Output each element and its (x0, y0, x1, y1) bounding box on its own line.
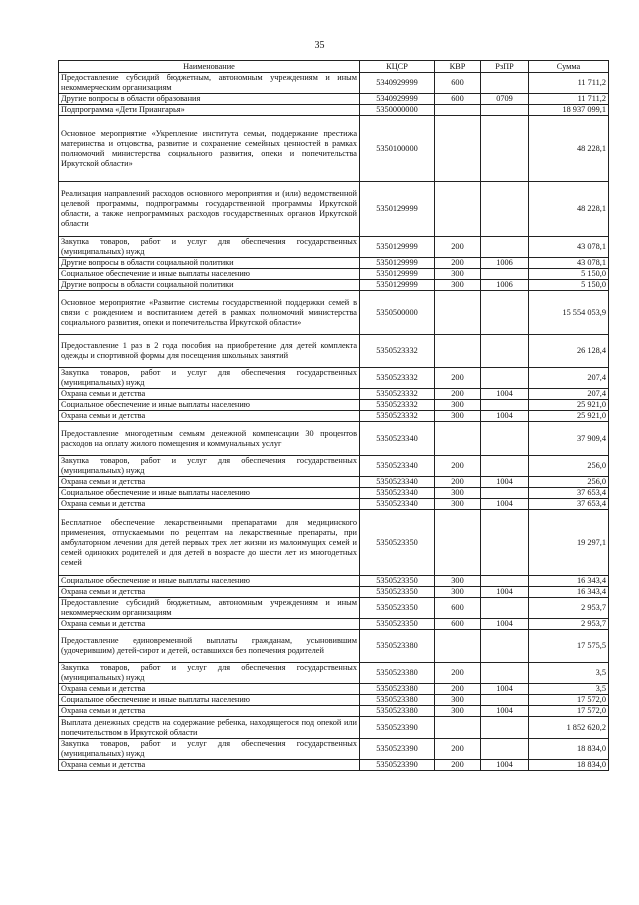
cell-sum: 37 653,4 (529, 488, 609, 499)
cell-kvr: 200 (435, 368, 481, 389)
table-row (59, 456, 609, 477)
cell-rzpr (481, 598, 529, 619)
cell-kvr: 300 (435, 488, 481, 499)
cell-sum: 2 953,7 (529, 619, 609, 630)
cell-sum: 18 834,0 (529, 760, 609, 771)
cell-name: Охрана семьи и детства (59, 706, 360, 717)
cell-sum: 5 150,0 (529, 269, 609, 280)
cell-kvr: 300 (435, 706, 481, 717)
table-row (59, 739, 609, 760)
cell-kvr: 200 (435, 237, 481, 258)
cell-name: Охрана семьи и детства (59, 587, 360, 598)
table-row (59, 619, 609, 630)
table-row (59, 587, 609, 598)
cell-kcsr: 5350523390 (360, 760, 435, 771)
cell-rzpr (481, 291, 529, 335)
cell-name: Предоставление субсидий бюджетным, автономным учреждениям и иным некоммерческим организациям (59, 73, 360, 94)
cell-kvr (435, 182, 481, 237)
cell-name: Охрана семьи и детства (59, 411, 360, 422)
cell-name: Основное мероприятие «Развитие системы государственной поддержки семей в связи с рождением и воспитанием детей в рамках полномочий министерства социального развития, опеки и попечительства Иркутской области» (59, 291, 360, 335)
table-row (59, 684, 609, 695)
cell-kvr (435, 291, 481, 335)
cell-kvr (435, 510, 481, 576)
cell-sum: 26 128,4 (529, 335, 609, 368)
cell-kcsr: 5350129999 (360, 237, 435, 258)
cell-kvr: 200 (435, 389, 481, 400)
cell-kvr: 200 (435, 258, 481, 269)
cell-sum: 16 343,4 (529, 576, 609, 587)
cell-name: Другие вопросы в области социальной политики (59, 258, 360, 269)
table-row (59, 422, 609, 456)
cell-name: Охрана семьи и детства (59, 684, 360, 695)
cell-name: Социальное обеспечение и иные выплаты населению (59, 576, 360, 587)
cell-name: Охрана семьи и детства (59, 389, 360, 400)
cell-name: Основное мероприятие «Укрепление института семьи, поддержание престижа материнства и отцовства, развитие и сохранение семейных ценностей в рамках полномочий министерства социального развития, опеки и попечительства Иркутской области» (59, 116, 360, 182)
cell-sum: 256,0 (529, 477, 609, 488)
cell-kvr: 600 (435, 73, 481, 94)
cell-kcsr: 5350129999 (360, 182, 435, 237)
cell-rzpr (481, 400, 529, 411)
table-row (59, 477, 609, 488)
cell-kvr: 300 (435, 280, 481, 291)
table-row (59, 335, 609, 368)
cell-name: Закупка товаров, работ и услуг для обеспечения государственных (муниципальных) нужд (59, 368, 360, 389)
cell-name: Другие вопросы в области социальной политики (59, 280, 360, 291)
cell-kvr: 200 (435, 456, 481, 477)
cell-kcsr: 5350129999 (360, 269, 435, 280)
table-body (59, 73, 609, 771)
cell-sum: 2 953,7 (529, 598, 609, 619)
table-row (59, 269, 609, 280)
cell-name: Охрана семьи и детства (59, 499, 360, 510)
cell-kvr (435, 422, 481, 456)
cell-name: Охрана семьи и детства (59, 477, 360, 488)
table-row (59, 182, 609, 237)
cell-name: Подпрограмма «Дети Приангарья» (59, 105, 360, 116)
cell-kcsr: 5350000000 (360, 105, 435, 116)
cell-name: Предоставление многодетным семьям денежной компенсации 30 процентов расходов на оплату жилого помещения и коммунальных услуг (59, 422, 360, 456)
cell-sum: 3,5 (529, 663, 609, 684)
cell-kcsr: 5350523340 (360, 477, 435, 488)
cell-kvr: 200 (435, 684, 481, 695)
cell-sum: 48 228,1 (529, 182, 609, 237)
cell-sum: 17 575,5 (529, 630, 609, 663)
table-row (59, 237, 609, 258)
table-row (59, 389, 609, 400)
cell-kcsr: 5350523350 (360, 598, 435, 619)
cell-sum: 1 852 620,2 (529, 717, 609, 739)
cell-kvr: 600 (435, 94, 481, 105)
table-row (59, 291, 609, 335)
cell-rzpr: 1004 (481, 760, 529, 771)
cell-kvr: 600 (435, 619, 481, 630)
cell-kcsr: 5350100000 (360, 116, 435, 182)
cell-rzpr: 1004 (481, 389, 529, 400)
cell-rzpr: 1004 (481, 706, 529, 717)
cell-kcsr: 5350523350 (360, 619, 435, 630)
cell-kvr: 300 (435, 269, 481, 280)
cell-rzpr (481, 368, 529, 389)
cell-rzpr: 1004 (481, 499, 529, 510)
cell-sum: 18 937 099,1 (529, 105, 609, 116)
cell-kvr (435, 105, 481, 116)
cell-kcsr: 5350523332 (360, 368, 435, 389)
cell-rzpr: 1004 (481, 477, 529, 488)
cell-kcsr: 5350523390 (360, 717, 435, 739)
table-row (59, 760, 609, 771)
cell-kvr (435, 116, 481, 182)
cell-name: Предоставление субсидий бюджетным, автономным учреждениям и иным некоммерческим организациям (59, 598, 360, 619)
cell-name: Охрана семьи и детства (59, 619, 360, 630)
cell-rzpr: 0709 (481, 94, 529, 105)
cell-sum: 25 921,0 (529, 400, 609, 411)
cell-kcsr: 5350523390 (360, 739, 435, 760)
cell-sum: 43 078,1 (529, 258, 609, 269)
cell-name: Закупка товаров, работ и услуг для обеспечения государственных (муниципальных) нужд (59, 237, 360, 258)
table-row (59, 706, 609, 717)
cell-name: Социальное обеспечение и иные выплаты населению (59, 400, 360, 411)
cell-kvr: 600 (435, 598, 481, 619)
cell-rzpr (481, 237, 529, 258)
cell-name: Социальное обеспечение и иные выплаты населению (59, 488, 360, 499)
cell-kvr: 300 (435, 499, 481, 510)
cell-name: Предоставление 1 раз в 2 года пособия на приобретение для детей комплекта одежды и спортивной формы для посещения школьных занятий (59, 335, 360, 368)
cell-kcsr: 5350129999 (360, 280, 435, 291)
cell-sum: 256,0 (529, 456, 609, 477)
cell-sum: 11 711,2 (529, 94, 609, 105)
cell-name: Охрана семьи и детства (59, 760, 360, 771)
table-row (59, 499, 609, 510)
cell-rzpr (481, 630, 529, 663)
table-row (59, 576, 609, 587)
cell-kvr: 300 (435, 411, 481, 422)
header-sum: Сумма (529, 61, 609, 73)
cell-rzpr (481, 456, 529, 477)
cell-rzpr (481, 182, 529, 237)
cell-kcsr: 5350523332 (360, 400, 435, 411)
cell-sum: 16 343,4 (529, 587, 609, 598)
table-row (59, 280, 609, 291)
cell-kcsr: 5350500000 (360, 291, 435, 335)
cell-rzpr: 1004 (481, 619, 529, 630)
cell-rzpr (481, 269, 529, 280)
cell-sum: 17 572,0 (529, 706, 609, 717)
cell-rzpr (481, 105, 529, 116)
cell-sum: 43 078,1 (529, 237, 609, 258)
cell-rzpr: 1006 (481, 258, 529, 269)
cell-kvr (435, 717, 481, 739)
cell-kcsr: 5350523332 (360, 389, 435, 400)
table-row (59, 630, 609, 663)
cell-name: Закупка товаров, работ и услуг для обеспечения государственных (муниципальных) нужд (59, 663, 360, 684)
cell-sum: 207,4 (529, 368, 609, 389)
cell-kcsr: 5340929999 (360, 94, 435, 105)
cell-rzpr: 1004 (481, 587, 529, 598)
cell-kcsr: 5350523332 (360, 335, 435, 368)
cell-kvr: 300 (435, 400, 481, 411)
cell-kcsr: 5350129999 (360, 258, 435, 269)
cell-kcsr: 5350523350 (360, 587, 435, 598)
cell-kcsr: 5350523340 (360, 456, 435, 477)
cell-rzpr: 1004 (481, 411, 529, 422)
cell-rzpr (481, 663, 529, 684)
cell-rzpr (481, 576, 529, 587)
cell-kvr: 300 (435, 695, 481, 706)
cell-kvr: 300 (435, 576, 481, 587)
cell-name: Бесплатное обеспечение лекарственными препаратами для медицинского применения, отпускаемыми по рецептам на лекарственные препараты, при амбулаторном лечении для детей первых трех лет жизни из малоимущих семей и семей одиноких родителей и для детей в возрасте до шести лет из многодетных семей (59, 510, 360, 576)
cell-kvr: 200 (435, 477, 481, 488)
cell-kvr (435, 630, 481, 663)
cell-name: Реализация направлений расходов основного мероприятия и (или) ведомственной целевой программы, подпрограммы государственной программы Иркутской области, а также непрограммных расходов государственных органов Иркутской области (59, 182, 360, 237)
table-row (59, 488, 609, 499)
table-row (59, 105, 609, 116)
cell-kcsr: 5350523380 (360, 706, 435, 717)
table-row (59, 598, 609, 619)
cell-sum: 19 297,1 (529, 510, 609, 576)
table-row (59, 73, 609, 94)
cell-sum: 15 554 053,9 (529, 291, 609, 335)
cell-kcsr: 5350523380 (360, 663, 435, 684)
cell-kcsr: 5350523380 (360, 630, 435, 663)
table-row (59, 695, 609, 706)
cell-rzpr (481, 488, 529, 499)
cell-kcsr: 5350523350 (360, 576, 435, 587)
cell-name: Закупка товаров, работ и услуг для обеспечения государственных (муниципальных) нужд (59, 739, 360, 760)
table-row (59, 717, 609, 739)
header-row (59, 61, 609, 73)
table-row (59, 400, 609, 411)
cell-kcsr: 5350523380 (360, 695, 435, 706)
table-row (59, 411, 609, 422)
cell-kcsr: 5350523350 (360, 510, 435, 576)
cell-kvr (435, 335, 481, 368)
cell-name: Другие вопросы в области образования (59, 94, 360, 105)
header-kvr: КВР (435, 61, 481, 73)
table-row (59, 94, 609, 105)
cell-rzpr: 1004 (481, 684, 529, 695)
cell-kcsr: 5350523340 (360, 499, 435, 510)
cell-name: Предоставление единовременной выплаты гражданам, усыновившим (удочерившим) детей-сирот и детей, оставшихся без попечения родителей (59, 630, 360, 663)
cell-sum: 11 711,2 (529, 73, 609, 94)
page-number: 35 (314, 40, 325, 51)
cell-kcsr: 5350523340 (360, 488, 435, 499)
table-row (59, 510, 609, 576)
cell-name: Социальное обеспечение и иные выплаты населению (59, 269, 360, 280)
cell-rzpr (481, 73, 529, 94)
table-row (59, 258, 609, 269)
cell-name: Социальное обеспечение и иные выплаты населению (59, 695, 360, 706)
cell-rzpr (481, 422, 529, 456)
cell-rzpr (481, 510, 529, 576)
cell-kvr: 200 (435, 739, 481, 760)
cell-rzpr (481, 695, 529, 706)
cell-sum: 48 228,1 (529, 116, 609, 182)
cell-rzpr (481, 717, 529, 739)
table-row (59, 368, 609, 389)
cell-kcsr: 5350523340 (360, 422, 435, 456)
cell-sum: 18 834,0 (529, 739, 609, 760)
cell-sum: 207,4 (529, 389, 609, 400)
table-header (59, 61, 609, 73)
cell-sum: 37 653,4 (529, 499, 609, 510)
cell-sum: 3,5 (529, 684, 609, 695)
cell-name: Выплата денежных средств на содержание ребенка, находящегося под опекой или попечительством в Иркутской области (59, 717, 360, 739)
cell-rzpr (481, 739, 529, 760)
table-row (59, 116, 609, 182)
cell-kvr: 300 (435, 587, 481, 598)
header-kcsr: КЦСР (360, 61, 435, 73)
cell-sum: 25 921,0 (529, 411, 609, 422)
cell-kcsr: 5350523332 (360, 411, 435, 422)
cell-name: Закупка товаров, работ и услуг для обеспечения государственных (муниципальных) нужд (59, 456, 360, 477)
cell-sum: 37 909,4 (529, 422, 609, 456)
header-name: Наименование (59, 61, 360, 73)
cell-kcsr: 5340929999 (360, 73, 435, 94)
cell-kvr: 200 (435, 760, 481, 771)
cell-rzpr (481, 116, 529, 182)
table-row (59, 663, 609, 684)
cell-kvr: 200 (435, 663, 481, 684)
header-rzpr: РзПР (481, 61, 529, 73)
cell-sum: 5 150,0 (529, 280, 609, 291)
cell-sum: 17 572,0 (529, 695, 609, 706)
cell-kcsr: 5350523380 (360, 684, 435, 695)
cell-rzpr: 1006 (481, 280, 529, 291)
cell-rzpr (481, 335, 529, 368)
budget-table (58, 60, 609, 771)
